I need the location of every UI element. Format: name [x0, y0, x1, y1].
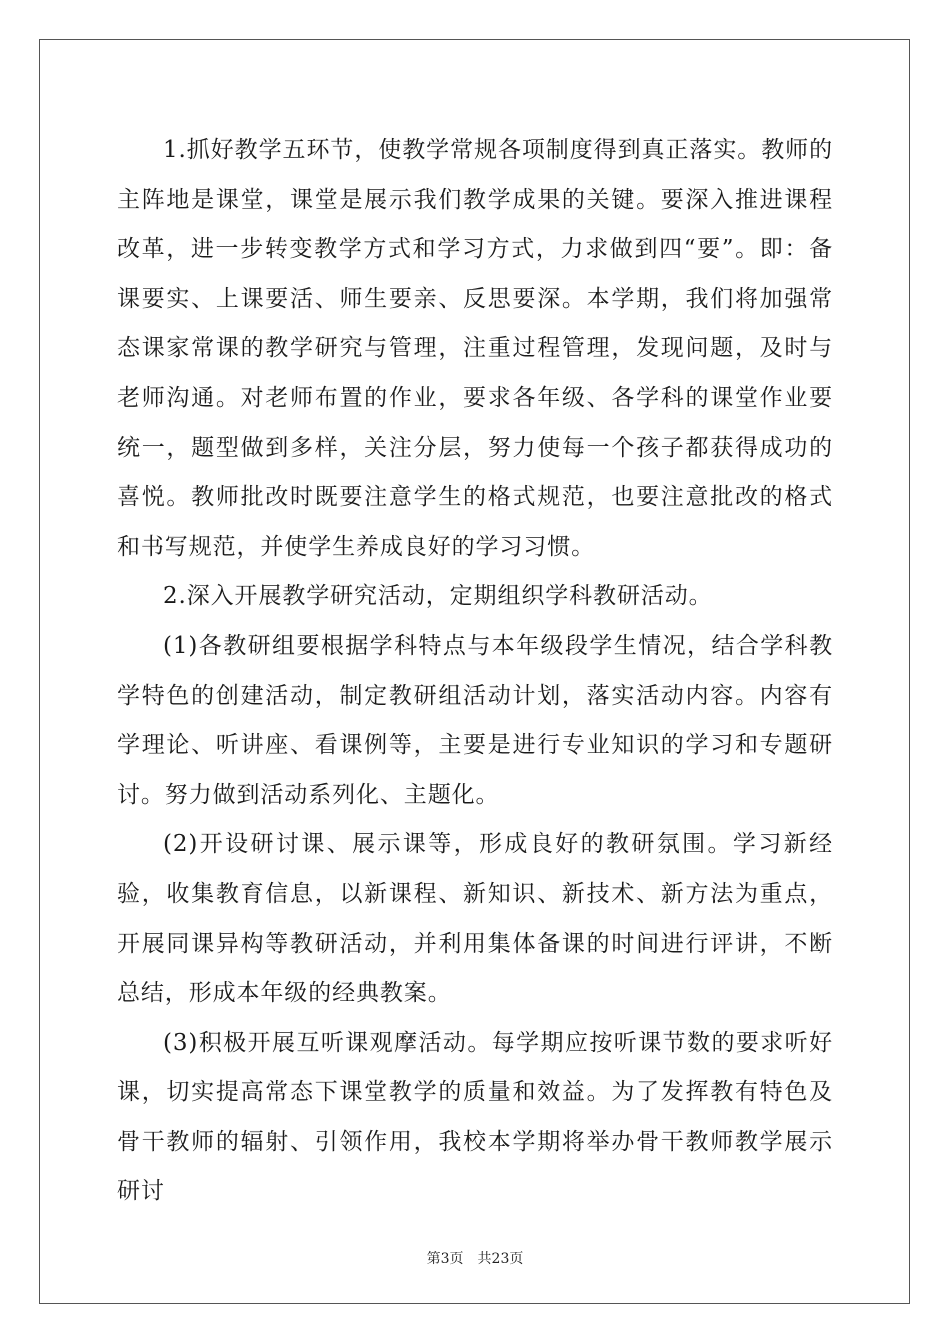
- paragraph-3: (1)各教研组要根据学科特点与本年级段学生情况，结合学科教学特色的创建活动，制定教研组活动计划，落实活动内容。内容有学理论、听讲座、看课例等，主要是进行专业知识的学习和专题研讨。努力做到活动系列化、主题化。: [117, 632, 833, 808]
- paragraph-1: 1.抓好教学五环节，使教学常规各项制度得到真正落实。教师的主阵地是课堂，课堂是展示我们教学成果的关键。要深入推进课程改革，进一步转变教学方式和学习方式，力求做到四“要”。即：备课要实、上课要活、师生要亲、反思要深。本学期，我们将加强常态课家常课的教学研究与管理，注重过程管理，发现问题，及时与老师沟通。对老师布置的作业，要求各年级、各学科的课堂作业要统一，题型做到多样，关注分层，努力使每一个孩子都获得成功的喜悦。教师批改时既要注意学生的格式规范，也要注意批改的格式和书写规范，并使学生养成良好的学习习惯。: [117, 137, 833, 560]
- paragraph-4: (2)开设研讨课、展示课等，形成良好的教研氛围。学习新经验，收集教育信息，以新课程、新知识、新技术、新方法为重点，开展同课异构等教研活动，并利用集体备课的时间进行评讲，不断总结，形成本年级的经典教案。: [117, 831, 833, 1007]
- total-pages: 共23页: [477, 1251, 524, 1267]
- paragraph-5: (3)积极开展互听课观摩活动。每学期应按听课节数的要求听好课，切实提高常态下课堂教学的质量和效益。为了发挥教有特色及骨干教师的辐射、引领作用，我校本学期将举办骨干教师教学展示研讨: [117, 1029, 833, 1205]
- document-body: [117, 126, 833, 1217]
- paragraph-2: 2.深入开展教学研究活动，定期组织学科教研活动。: [163, 583, 713, 610]
- page-footer: [0, 1248, 950, 1268]
- page-number: 第3页: [426, 1251, 464, 1267]
